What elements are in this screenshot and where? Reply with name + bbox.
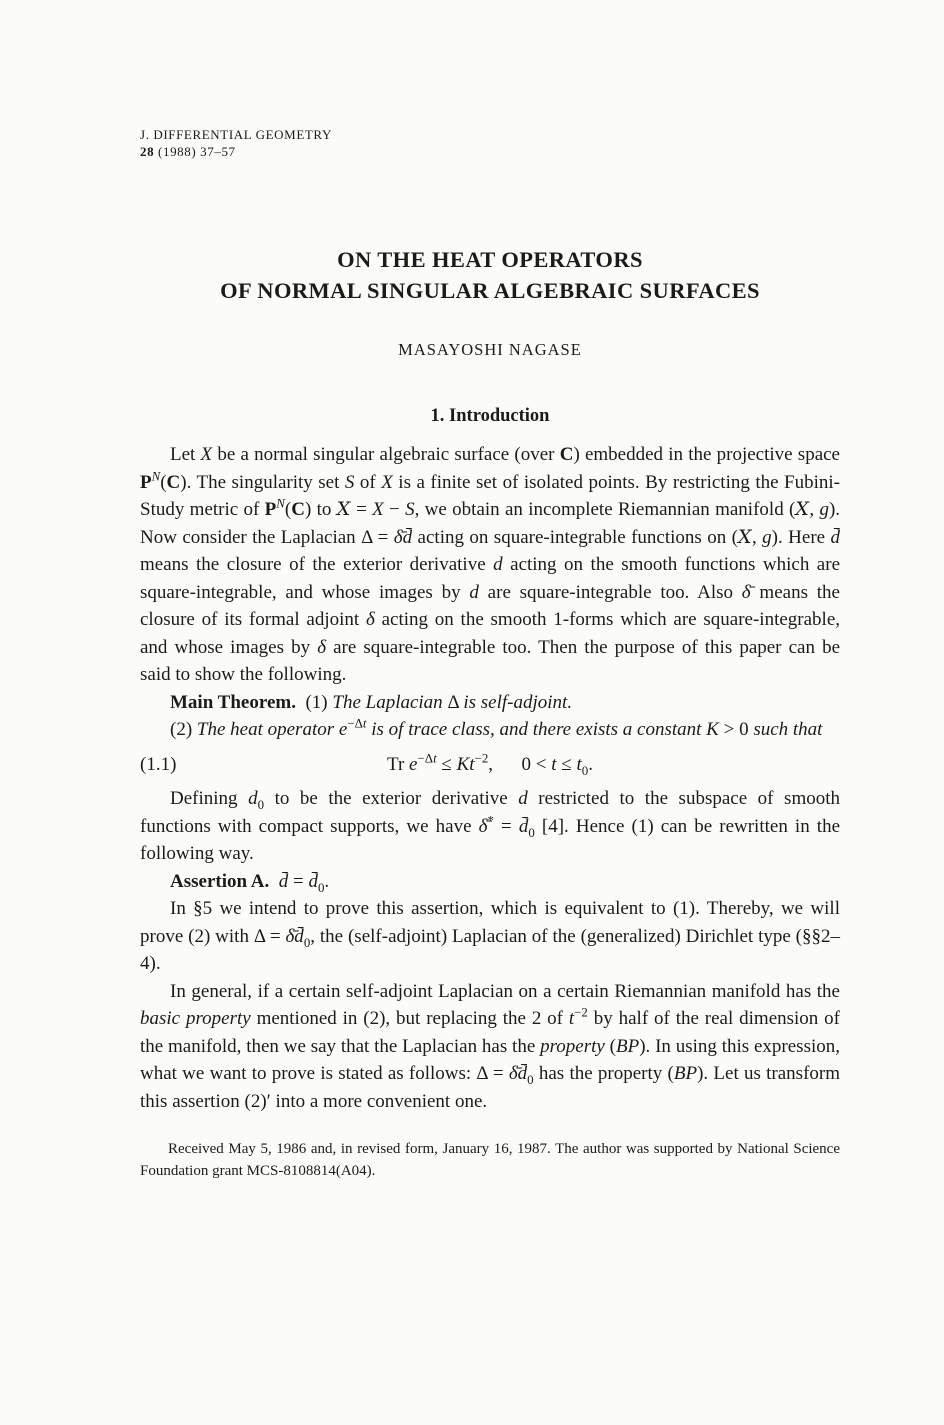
paragraph-defining-d0: Defining $d_0$ to be the exterior derivative d restricted to the subspace of smooth functions with compact supports, we have δ̄* = $d̄_0$ [4]. Hence (1) can be rewritten in the following way. [140,788,841,864]
equation-1-1 [140,751,840,779]
paragraph-main-theorem: Main Theorem. (1) The Laplacian Δ is self-adjoint. [170,691,573,713]
journal-issue: 28 (1988) 37–57 [140,144,236,159]
paragraph-theorem-part2: (2) The heat operator $e^{-\Delta t}$ is of trace class, and there exists a constant K > 0 such that [170,715,823,740]
equation-body: Tr $e^{-\Delta t} \le Kt^{-2}$, $0 < t \le t_0$. [387,750,593,778]
footnote [140,1139,840,1182]
paper-title [140,244,840,306]
equation-number: (1.1) [140,753,177,775]
author-name: MASAYOSHI NAGASE [398,340,582,359]
journal-header [140,126,840,160]
journal-name: J. DIFFERENTIAL GEOMETRY [140,127,332,142]
paragraph-section5-plan: In §5 we intend to prove this assertion, which is equivalent to (1). Thereby, we will prove (2) with $\Delta = \deltād̄_0$, the (self-adjoint) Laplacian of the (generalized) Dirichlet type (§§2–4). [140,898,840,974]
footnote-text: Received May 5, 1986 and, in revised form, January 16, 1987. The author was supported by National Science Foundation grant MCS-8108814(A04). [140,1141,840,1179]
paragraph-basic-property: In general, if a certain self-adjoint Laplacian on a certain Riemannian manifold has the basic property mentioned in (2), but replacing the 2 of $t^{-2}$ by half of the real dimension of the manifold, then we say that the Laplacian has the property (BP). In using this expression, what we want to prove is stated as follows: $\Delta = \deltād̄_0$ has the property (BP). Let us transform this assertion (2)′ into a more convenient one. [140,980,841,1112]
section-heading: 1. Introduction [430,406,550,426]
paragraph-intro: Let X be a normal singular algebraic surface (over C) embedded in the projective space $P^N(C)$. The singularity set S of X is a finite set of isolated points. By restricting the Fubini-Study metric of $P^N(C)$ to X = X − S, we obtain an incomplete Riemannian manifold (X, g). Now consider the Laplacian Δ = δ̄d̄ acting on square-integrable functions on (X, g). Here d̄ means the closure of the exterior derivative d acting on the smooth functions which are square-integrable, and whose images by d are square-integrable too. Also δ̄ means the closure of its formal adjoint δ acting on the smooth 1-forms which are square-integrable, and whose images by δ are square-integrable too. Then the purpose of this paper can be said to show the following. [140,444,841,685]
paragraph-assertion-a: Assertion A. d̄ = $d̄_0$. [170,870,330,895]
paper-title-line2: OF NORMAL SINGULAR ALGEBRAIC SURFACES [220,278,760,303]
body-text [140,441,840,1115]
paper-title-line1: ON THE HEAT OPERATORS [337,247,643,272]
